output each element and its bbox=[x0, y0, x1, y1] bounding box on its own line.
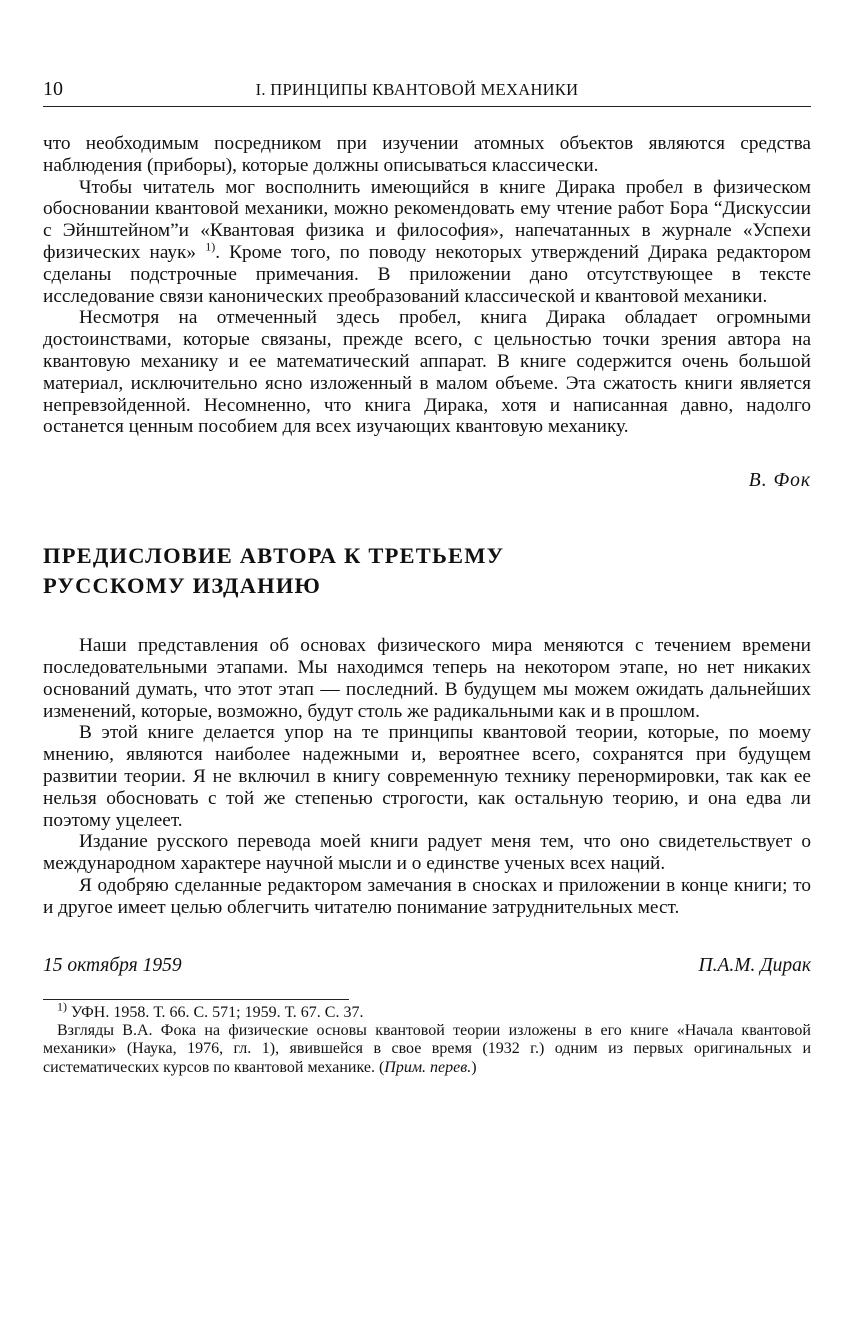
paragraph: В этой книге делается упор на те принципы квантовой теории, которые, по моему мнению, являются наиболее надежными и, вероятнее всего, сохранятся при будущем развитии теории. Я не включил в книгу современную технику перенормировки, так как ее нельзя обосновать с той же степенью строгости, как остальную теорию, и она едва ли поэтому уцелеет. bbox=[43, 722, 811, 831]
footnote-ref: 1) bbox=[205, 239, 216, 254]
page-number: 10 bbox=[43, 78, 63, 100]
paragraph: Несмотря на отмеченный здесь пробел, книга Дирака обладает огромными достоинствами, которые связаны, прежде всего, с цельностью точки зрения автора на квантовую механику и ее математический аппарат. В книге содержится очень большой материал, исключительно ясно изложенный в малом объеме. Эта сжатость книги является непревзойденной. Несомненно, что книга Дирака, хотя и написанная давно, надолго останется ценным пособием для всех изучающих квантовую механику. bbox=[43, 307, 811, 438]
section-title-line: ПРЕДИСЛОВИЕ АВТОРА К ТРЕТЬЕМУ bbox=[43, 543, 505, 569]
preface-date: 15 октября 1959 bbox=[43, 954, 182, 976]
chapter-title: I. ПРИНЦИПЫ КВАНТОВОЙ МЕХАНИКИ bbox=[255, 80, 579, 99]
footnote-text: Взгляды В.А. Фока на физические основы квантовой теории изложены в его книге «Начала квантовой механики» (Наука, 1976, гл. 1), явившейся в свое время (1932 г.) одним из первых оригинальных и систематических курсов по квантовой механике. ( bbox=[43, 1021, 811, 1076]
section-title-line: РУССКОМУ ИЗДАНИЮ bbox=[43, 573, 322, 599]
footnote-text: УФН. 1958. Т. 66. С. 571; 1959. Т. 67. С. 37. bbox=[67, 1003, 364, 1021]
section-title bbox=[43, 541, 811, 601]
foreword-text bbox=[43, 133, 811, 438]
footnote-2 bbox=[43, 1022, 811, 1077]
page bbox=[43, 78, 811, 1077]
paragraph: Наши представления об основах физического мира меняются с течением времени последовательными этапами. Мы находимся теперь на некотором этапе, но нет никаких оснований думать, что этот этап — последний. В будущем мы можем ожидать дальнейших изменений, которые, возможно, будут столь же радикальными как и в прошлом. bbox=[43, 635, 811, 722]
preface-signature: П.А.М. Дирак bbox=[698, 954, 811, 976]
footnote-close: ) bbox=[471, 1058, 477, 1076]
paragraph: Издание русского перевода моей книги радует меня тем, что оно свидетельствует о международном характере научной мысли и о единстве ученых всех наций. bbox=[43, 831, 811, 875]
footnotes bbox=[43, 999, 811, 1078]
preface-signature-row bbox=[43, 955, 811, 977]
paragraph-text: Чтобы читатель мог восполнить имеющийся в книге Дирака пробел в физическом обосновании квантовой механики, можно рекомендовать ему чтение работ Бора “Дискуссии с Эйнштейном”и «Квантовая физика и философия», напечатанных в журнале «Успехи физических наук» bbox=[43, 176, 811, 263]
running-head bbox=[43, 78, 811, 107]
preface-text bbox=[43, 635, 811, 918]
paragraph-text: . Кроме того, по поводу некоторых утверждений Дирака редактором сделаны подстрочные примечания. В приложении дано отсутствующее в тексте исследование связи канонических преобразований классической и квантовой механики. bbox=[43, 241, 811, 307]
paragraph: что необходимым посредником при изучении атомных объектов являются средства наблюдения (приборы), которые должны описываться классически. bbox=[43, 133, 811, 176]
paragraph bbox=[43, 177, 811, 308]
paragraph: Я одобряю сделанные редактором замечания в сносках и приложении в конце книги; то и другое имеет целью облегчить читателю понимание затруднительных мест. bbox=[43, 874, 811, 918]
translator-note-label: Прим. перев. bbox=[384, 1058, 472, 1076]
footnote-1 bbox=[43, 999, 811, 1022]
footnote-marker: 1) bbox=[57, 999, 67, 1014]
foreword-signature: В. Фок bbox=[748, 470, 811, 492]
